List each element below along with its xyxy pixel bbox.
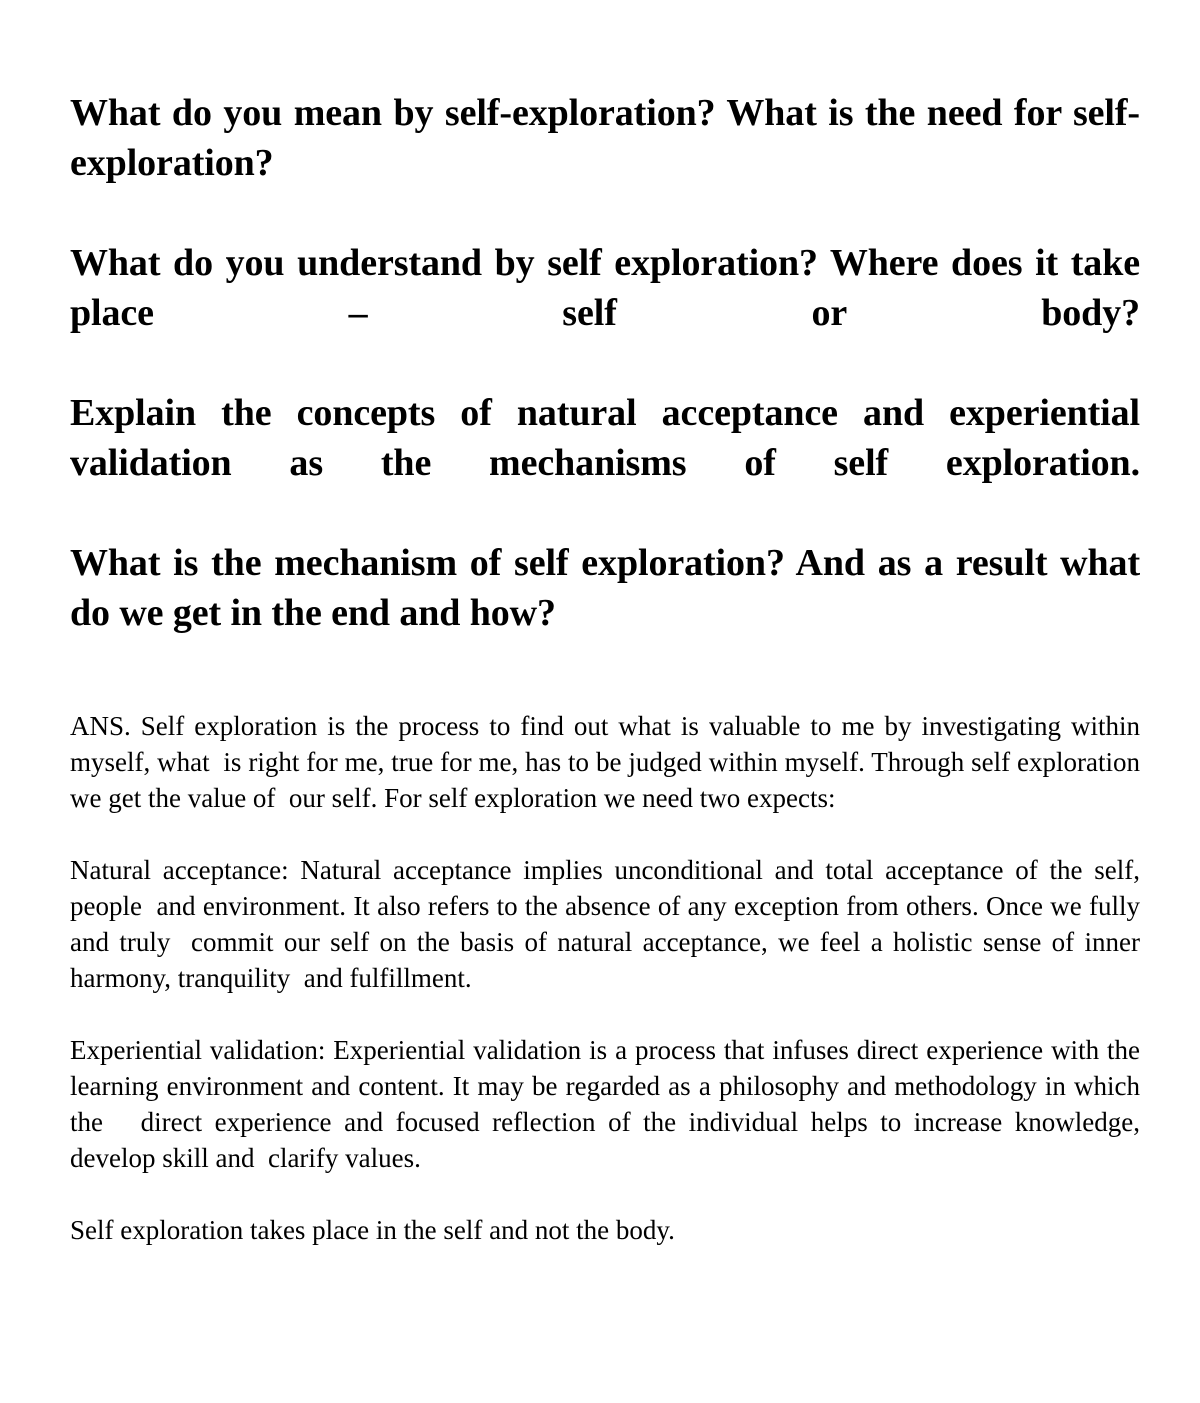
answer-paragraph-intro: ANS. Self exploration is the process to find out what is valuable to me by investigating within myself, what is right for me, true for me, has to be judged within myself. Through self exploration we get the value of our self. For self exploration we need two expects: — [70, 711, 1147, 813]
question-item-4: What is the mechanism of self exploration? And as a result what do we get in the end and how? — [70, 542, 1140, 634]
question-item-1: What do you mean by self-exploration? What is the need for self-exploration? — [70, 92, 1140, 184]
document-content — [70, 88, 1154, 1248]
answer-paragraph-conclusion: Self exploration takes place in the self and not the body. — [70, 1215, 675, 1245]
question-item-2: What do you understand by self exploration? Where does it take place – self or body? — [70, 242, 1140, 334]
answer-section — [70, 708, 1154, 1248]
answer-paragraph-natural-acceptance: Natural acceptance: Natural acceptance implies unconditional and total acceptance of the self, people and environment. It also refers to the absence of any exception from others. Once we fully and truly commit our self on the basis of natural acceptance, we feel a holistic sense of inner harmony, tranquility and fulfillment. — [70, 855, 1147, 993]
answer-paragraph-experiential-validation: Experiential validation: Experiential validation is a process that infuses direct experience with the learning environment and content. It may be regarded as a philosophy and methodology in which the direct experience and focused reflection of the individual helps to increase knowledge, develop skill and clarify values. — [70, 1035, 1154, 1173]
questions-section — [70, 88, 1140, 638]
section-spacer — [70, 638, 1140, 708]
question-item-3: Explain the concepts of natural acceptance and experiential validation as the mechanisms of self exploration. — [70, 392, 1140, 484]
